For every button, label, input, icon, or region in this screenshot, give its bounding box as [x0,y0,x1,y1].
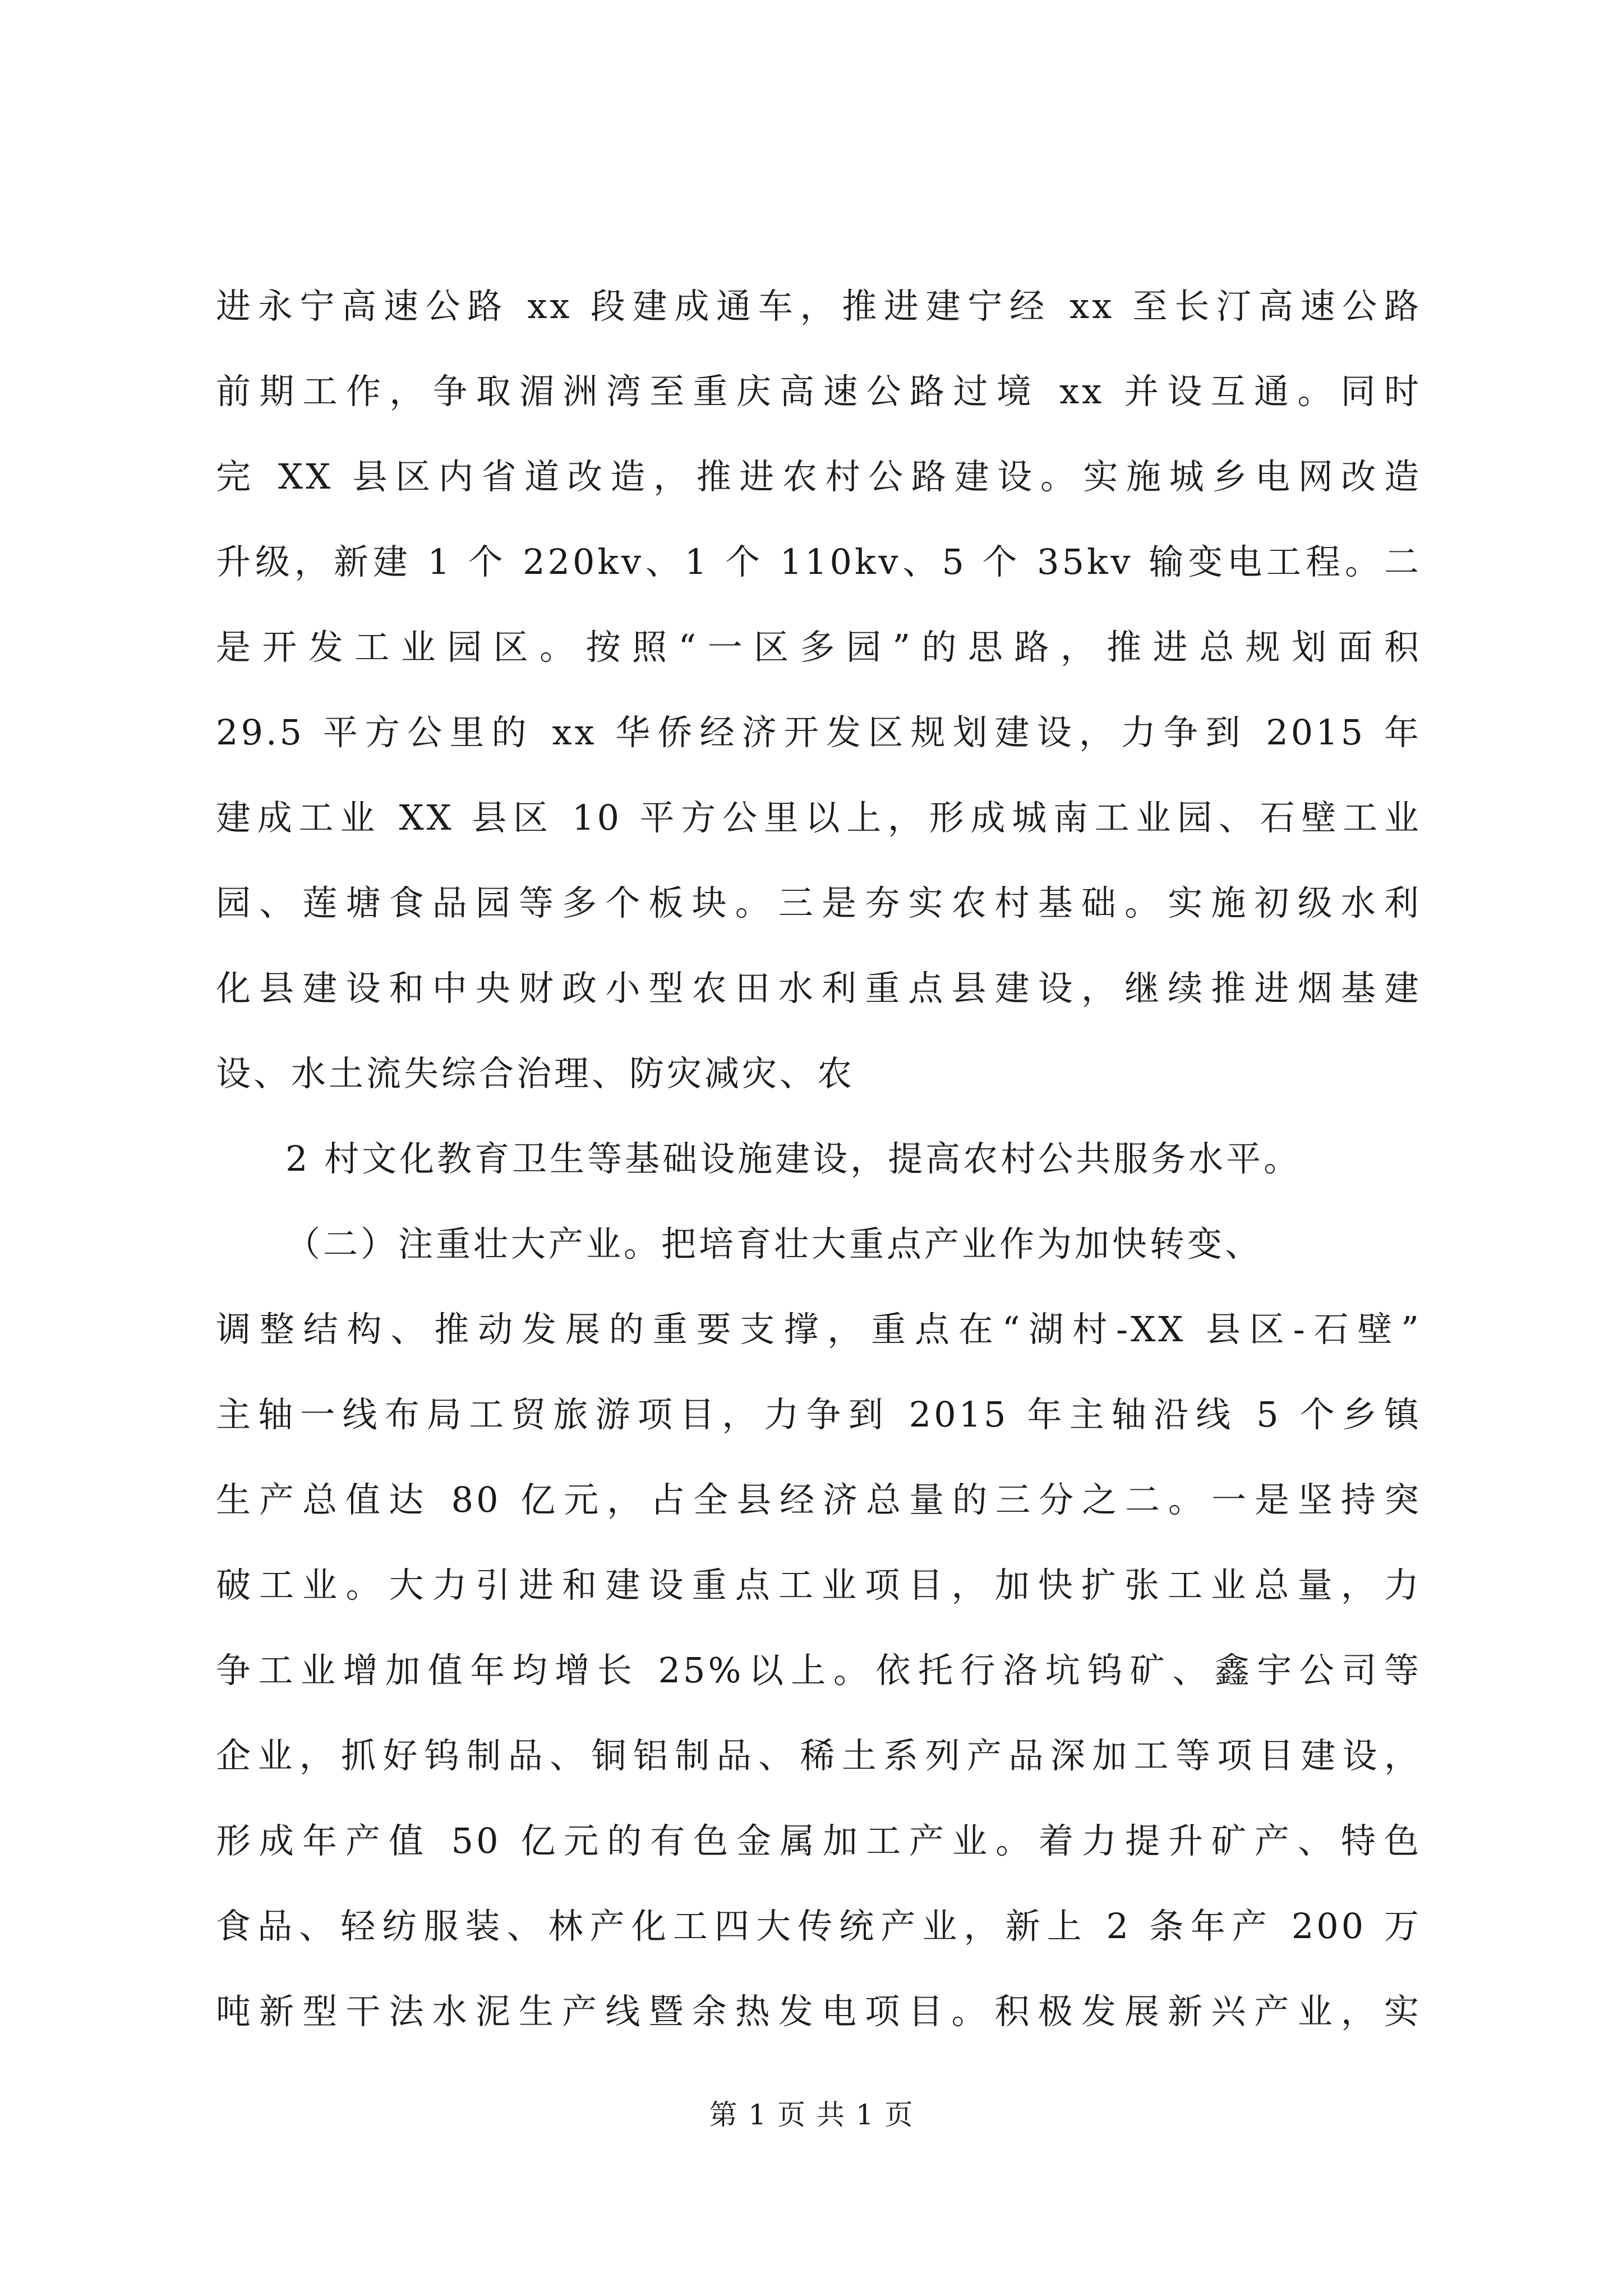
page-number-footer: 第 1 页 共 1 页 [709,2099,914,2131]
text-line: 食品、轻纺服装、林产化工四大传统产业，新上 2 条年产 200 万 [216,1906,1422,1947]
text-line: （二）注重壮大产业。把培育壮大重点产业作为加快转变、 [285,1223,1263,1264]
text-line: 形成年产值 50 亿元的有色金属加工产业。着力提升矿产、特色 [216,1820,1422,1861]
text-line: 园、莲塘食品园等多个板块。三是夯实农村基础。实施初级水利 [216,882,1422,923]
text-line: 企业，抓好钨制品、铜铝制品、稀土系列产品深加工等项目建设， [216,1735,1422,1776]
text-line: 吨新型干法水泥生产线暨余热发电项目。积极发展新兴产业，实 [216,1991,1422,2032]
text-line: 是开发工业园区。按照“一区多园”的思路，推进总规划面积 [216,627,1422,668]
text-line: 进永宁高速公路 xx 段建成通车，推进建宁经 xx 至长汀高速公路 [216,286,1422,326]
text-line: 设、水土流失综合治理、防灾减灾、农 [216,1053,855,1094]
text-line: 升级，新建 1 个 220kv、1 个 110kv、5 个 35kv 输变电工程。二 [216,541,1422,582]
text-line: 建成工业 XX 县区 10 平方公里以上，形成城南工业园、石壁工业 [216,797,1422,838]
text-line: 2 村文化教育卫生等基础设施建设，提高农村公共服务水平。 [285,1138,1302,1179]
text-line: 破工业。大力引进和建设重点工业项目，加快扩张工业总量，力 [216,1565,1422,1605]
text-line: 生产总值达 80 亿元，占全县经济总量的三分之二。一是坚持突 [216,1479,1422,1520]
text-line: 化县建设和中央财政小型农田水利重点县建设，继续推进烟基建 [216,968,1422,1009]
text-line: 争工业增加值年均增长 25%以上。依托行洛坑钨矿、鑫宇公司等 [216,1650,1422,1691]
text-line: 调整结构、推动发展的重要支撑，重点在“湖村-XX 县区-石壁” [216,1309,1422,1350]
document-body [216,264,1422,2054]
text-line: 完 XX 县区内省道改造，推进农村公路建设。实施城乡电网改造 [216,456,1422,497]
text-line: 前期工作，争取湄洲湾至重庆高速公路过境 xx 并设互通。同时 [216,371,1422,412]
text-line: 主轴一线布局工贸旅游项目，力争到 2015 年主轴沿线 5 个乡镇 [216,1394,1422,1435]
text-line: 29.5 平方公里的 xx 华侨经济开发区规划建设，力争到 2015 年 [216,712,1422,753]
